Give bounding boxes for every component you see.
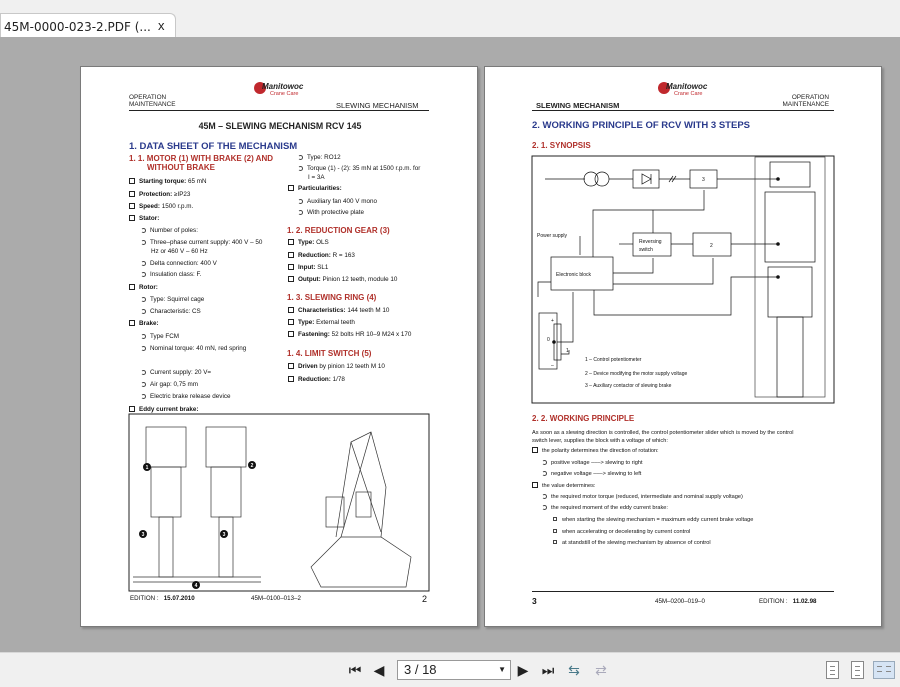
spec-brake: Brake: xyxy=(129,320,159,328)
reduction-item: Type: OLS xyxy=(288,239,329,247)
header-operation: OPERATION xyxy=(129,94,167,101)
limit-item: Reduction: 1/78 xyxy=(288,376,345,384)
box-3-label: 3 xyxy=(702,177,705,183)
footer-page-number: 2 xyxy=(422,594,428,604)
box-2-label: 2 xyxy=(710,243,713,249)
back-view-button[interactable] xyxy=(565,661,583,679)
single-page-view-button[interactable] xyxy=(826,661,839,679)
document-tab[interactable] xyxy=(0,13,176,38)
legend-1: 1 – Control potentiometer xyxy=(585,357,642,363)
continuous-view-button[interactable] xyxy=(851,661,864,679)
brake-item: Electric brake release device xyxy=(141,393,231,401)
reversing-switch-label-2: switch xyxy=(639,247,653,253)
document-viewer[interactable] xyxy=(0,37,900,652)
next-page-button[interactable] xyxy=(517,661,529,679)
brake-item: Air gap: 0,75 mm xyxy=(141,381,198,389)
header-section: SLEWING MECHANISM xyxy=(536,101,620,110)
callout-4: 4 xyxy=(194,583,198,589)
rotor-item: Characteristic: CS xyxy=(141,308,201,316)
particularity-item: With protective plate xyxy=(298,209,364,217)
header-maintenance: MAINTENANCE xyxy=(782,101,829,108)
footer-doc-number: 45M–0100–013–2 xyxy=(251,595,301,602)
first-page-icon: ⏮ xyxy=(348,662,362,678)
eddy-item: Type: RO12 xyxy=(298,154,341,162)
reduction-item: Reduction: R = 163 xyxy=(288,252,355,260)
callout-3: 3 xyxy=(141,532,145,538)
value-sub-item: the required motor torque (reduced, intermediate and nominal supply voltage) xyxy=(542,493,743,501)
pdf-page-3 xyxy=(484,66,882,627)
brake-item: Nominal torque: 40 mN, red spring xyxy=(141,345,246,353)
motor-heading: 1. 1. MOTOR (1) WITH BRAKE (2) AND xyxy=(129,154,274,163)
callout-1: 1 xyxy=(145,465,149,471)
spec-speed: Speed: 1500 r.p.m. xyxy=(129,203,193,211)
polarity-item: the polarity determines the direction of rotation: xyxy=(532,447,659,455)
spec-protection: Protection: ≥IP23 xyxy=(129,191,190,199)
value-sub-item: the required moment of the eddy current brake: xyxy=(542,504,668,512)
callout-3b: 3 xyxy=(222,532,226,538)
page-title: 45M – SLEWING MECHANISM RCV 145 xyxy=(198,121,362,131)
back-view-icon: ⇆ xyxy=(568,662,580,678)
motor-heading-2: WITHOUT BRAKE xyxy=(147,163,215,172)
brake-sub-item: when starting the slewing mechanism = maximum eddy current brake voltage xyxy=(553,516,753,524)
reduction-item: Input: SL1 xyxy=(288,264,328,272)
footer-doc-number: 45M–0200–019–0 xyxy=(655,598,705,605)
forward-view-icon: ⇄ xyxy=(595,662,607,678)
spec-particularities: Particularities: xyxy=(288,185,342,193)
page-selector[interactable] xyxy=(397,660,511,680)
ring-item: Fastening: 52 bolts HR 10–9 M24 x 170 xyxy=(288,331,411,339)
reduction-item: Output: Pinion 12 teeth, module 10 xyxy=(288,276,397,284)
value-item: the value determines: xyxy=(532,482,595,490)
limit-heading: 1. 4. LIMIT SWITCH (5) xyxy=(287,349,372,358)
pot-number: 1 xyxy=(566,348,569,354)
reversing-switch-label: Reversing xyxy=(639,239,662,245)
navigation-toolbar xyxy=(0,652,900,687)
principle-heading: 2. 2. WORKING PRINCIPLE xyxy=(532,414,635,423)
stator-item: Insulation class: F. xyxy=(141,271,201,279)
section-heading: 2. WORKING PRINCIPLE OF RCV WITH 3 STEPS xyxy=(532,120,750,131)
previous-page-button[interactable] xyxy=(373,661,385,679)
forward-view-button[interactable] xyxy=(592,661,610,679)
manitowoc-logo: Manitowoc Crane Care xyxy=(658,82,710,102)
spec-starting-torque: Starting torque: 65 mN xyxy=(129,178,207,186)
stator-item: Number of poles: xyxy=(141,227,198,235)
principle-paragraph-2: switch lever, supplies the block with a voltage of which: xyxy=(532,438,668,444)
mechanism-drawing xyxy=(81,67,479,628)
particularity-item: Auxiliary fan 400 V mono xyxy=(298,198,377,206)
eddy-item: Torque (1) - (2): 35 mN at 1500 r.p.m. for xyxy=(298,165,420,173)
footer-rule xyxy=(532,591,834,592)
legend-3: 3 – Auxiliary contactor of slewing brake xyxy=(585,383,672,389)
tab-title: 45M-0000-023-2.PDF (... xyxy=(4,20,151,34)
pot-minus: – xyxy=(551,363,554,369)
last-page-button[interactable] xyxy=(540,661,556,679)
spec-stator: Stator: xyxy=(129,215,159,223)
two-page-view-button[interactable] xyxy=(873,661,895,679)
brake-item: Current supply: 20 V= xyxy=(141,369,211,377)
ring-item: Type: External teeth xyxy=(288,319,355,327)
chevron-down-icon: ▼ xyxy=(498,665,506,674)
callout-2: 2 xyxy=(250,463,254,469)
stator-item: Delta connection: 400 V xyxy=(141,260,217,268)
spec-eddy-brake: Eddy current brake: xyxy=(129,406,199,414)
footer-page-number: 3 xyxy=(532,596,537,606)
footer-edition: EDITION : 15.07.2010 xyxy=(130,595,195,602)
section-heading: 1. DATA SHEET OF THE MECHANISM xyxy=(129,141,298,152)
pot-plus: + xyxy=(551,318,554,324)
page-indicator: 3 / 18 xyxy=(404,662,437,677)
tab-bar xyxy=(0,0,900,37)
brake-sub-item: when accelerating or decelerating by current control xyxy=(553,528,690,536)
pot-zero: 0 xyxy=(547,337,550,343)
brake-item: Type FCM xyxy=(141,333,179,341)
polarity-sub-item: negative voltage –––> slewing to left xyxy=(542,470,641,478)
spec-rotor: Rotor: xyxy=(129,284,158,292)
limit-item: Driven by pinion 12 teeth M 10 xyxy=(288,363,385,371)
previous-page-icon: ◀ xyxy=(373,662,385,678)
stator-item: Three–phase current supply: 400 V – 50 xyxy=(141,239,262,247)
manitowoc-logo: Manitowoc Crane Care xyxy=(254,82,306,102)
synopsis-heading: 2. 1. SYNOPSIS xyxy=(532,141,591,150)
polarity-sub-item: positive voltage –––> slewing to right xyxy=(542,459,643,467)
power-supply-label: Power supply xyxy=(537,233,568,239)
brake-sub-item: at standstill of the slewing mechanism by absence of control xyxy=(553,539,711,547)
legend-2: 2 – Device modifying the motor supply voltage xyxy=(585,371,688,377)
reduction-heading: 1. 2. REDUCTION GEAR (3) xyxy=(287,226,390,235)
next-page-icon: ▶ xyxy=(517,662,529,678)
footer-edition: EDITION : 11.02.98 xyxy=(759,598,817,605)
ring-item: Characteristics: 144 teeth M 10 xyxy=(288,307,389,315)
header-maintenance: MAINTENANCE xyxy=(129,101,176,108)
stator-item-cont: Hz or 460 V – 60 Hz xyxy=(151,248,208,255)
close-tab-icon[interactable]: x xyxy=(158,18,165,33)
last-page-icon: ⏭ xyxy=(541,662,555,678)
header-operation: OPERATION xyxy=(791,94,829,101)
ring-heading: 1. 3. SLEWING RING (4) xyxy=(287,293,377,302)
principle-paragraph: As soon as a slewing direction is controlled, the control potentiometer slider which is moved by the control xyxy=(532,430,794,436)
rotor-item: Type: Squirrel cage xyxy=(141,296,204,304)
electronic-block-label: Electronic block xyxy=(556,272,592,278)
eddy-item-cont: I = 3A xyxy=(308,174,325,181)
header-section: SLEWING MECHANISM xyxy=(336,101,419,110)
first-page-button[interactable] xyxy=(347,661,363,679)
pdf-page-2 xyxy=(80,66,478,627)
